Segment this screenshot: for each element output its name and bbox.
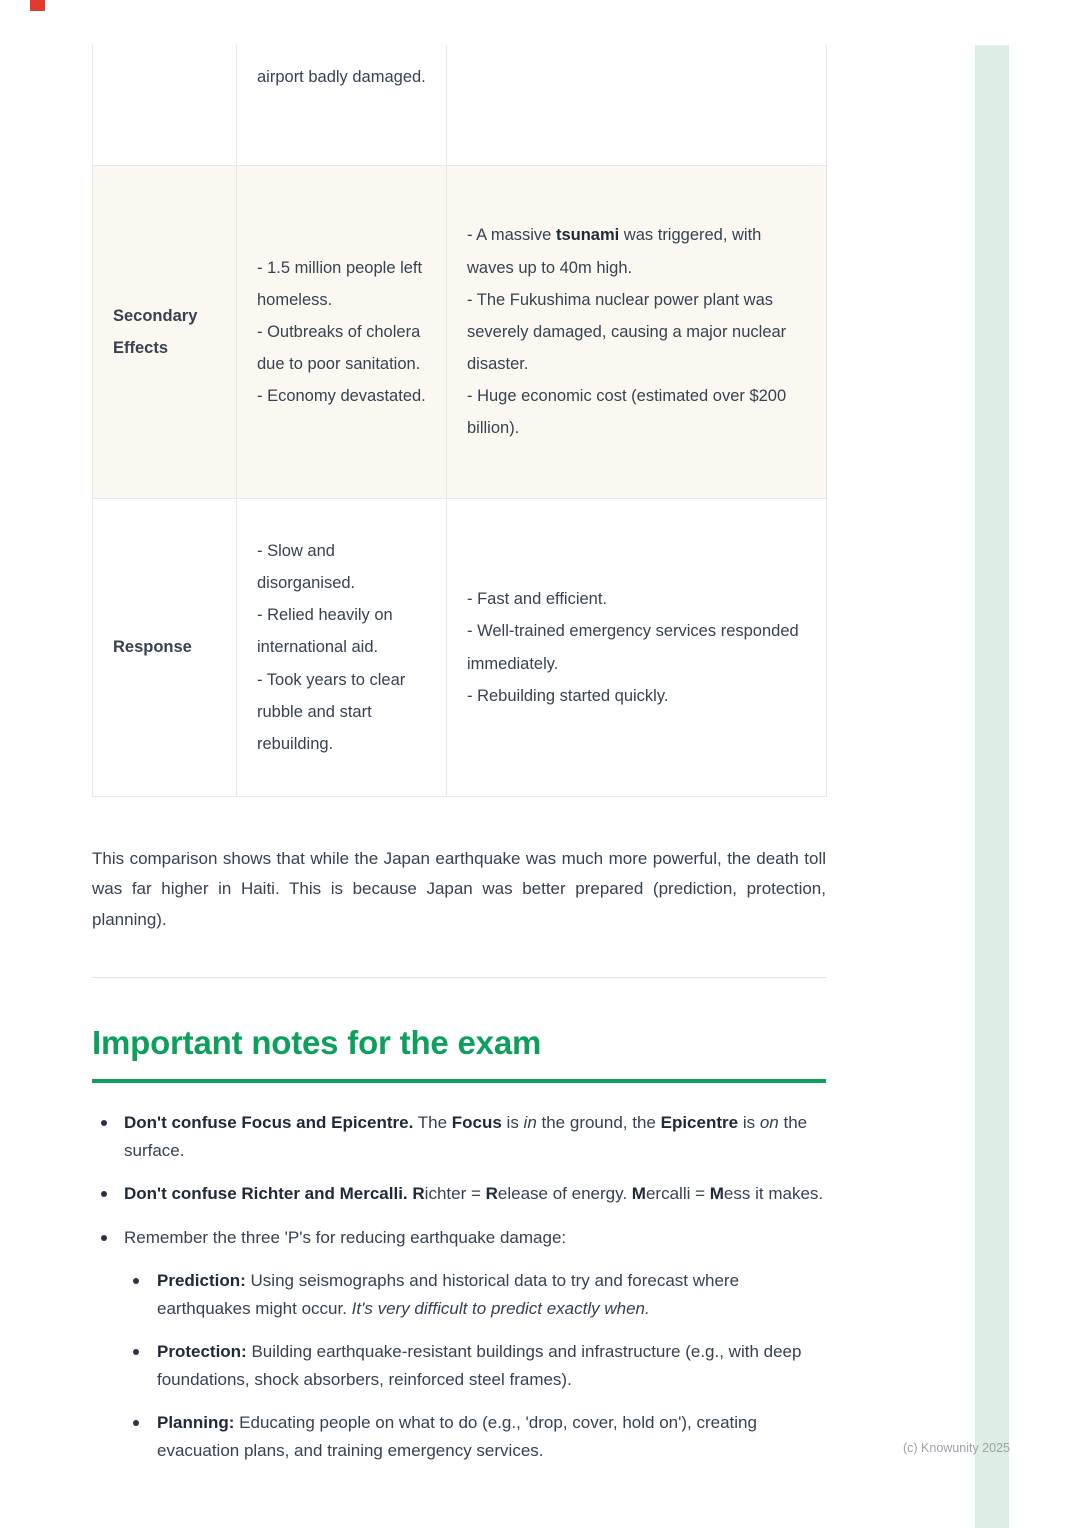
cell-line: - Relied heavily on international aid. (257, 606, 393, 657)
japan-cell (447, 499, 827, 797)
cell-line: - Well-trained emergency services responded immediately. (467, 622, 799, 673)
haiti-cell (237, 499, 447, 797)
sub-item-planning (124, 1409, 826, 1465)
page-top-marker (30, 0, 45, 11)
japan-cell (447, 166, 827, 499)
cell-line: - A massive tsunami was triggered, with waves up to 40m high. (467, 226, 762, 277)
sub-item-prediction (124, 1267, 826, 1323)
note-text: Don't confuse Richter and Mercalli. Richter = Release of energy. Mercalli = Mess it makes. (124, 1184, 824, 1204)
note-item-focus-epicentre (92, 1109, 826, 1165)
cell-line: - Economy devastated. (257, 387, 426, 406)
comparison-summary: This comparison shows that while the Japan earthquake was much more powerful, the death toll was far higher in Haiti. This is because Japan was better prepared (prediction, protection, planning). (92, 849, 826, 929)
cell-line: - Huge economic cost (estimated over $200 billion). (467, 387, 787, 438)
exam-notes-list (92, 1109, 826, 1465)
cell-line: - Fast and efficient. (467, 590, 608, 609)
row-label-cell: Secondary Effects (93, 166, 237, 499)
row-label-cell: Response (93, 499, 237, 797)
table-row-partial (93, 45, 827, 166)
table-row-secondary-effects (93, 166, 827, 499)
right-margin-strip (975, 45, 1009, 1528)
earthquake-comparison-table (92, 45, 827, 797)
japan-cell (447, 45, 827, 166)
cell-line: - Outbreaks of cholera due to poor sanitation. (257, 322, 421, 374)
cell-line: - Rebuilding started quickly. (467, 686, 669, 705)
haiti-cell (237, 45, 447, 166)
note-text: Planning: Educating people on what to do (e.g., 'drop, cover, hold on'), creating evacuation plans, and training emergency services. (157, 1412, 757, 1460)
note-text: Protection: Building earthquake-resistant buildings and infrastructure (e.g., with deep foundations, shock absorbers, reinforced steel frames). (157, 1341, 802, 1389)
note-text: Remember the three 'P's for reducing earthquake damage: (124, 1228, 567, 1248)
sub-item-protection (124, 1338, 826, 1394)
copyright-footer: (c) Knowunity 2025 (902, 1441, 1010, 1455)
cell-line: - 1.5 million people left homeless. (257, 258, 423, 309)
section-heading: Important notes for the exam (92, 1023, 542, 1061)
cell-line: - Took years to clear rubble and start rebuilding. (257, 670, 406, 753)
cell-line: - The Fukushima nuclear power plant was severely damaged, causing a major nuclear disaster. (467, 290, 787, 374)
page-content (92, 45, 826, 1480)
row-label-cell (93, 45, 237, 166)
cell-line: - Slow and disorganised. (257, 541, 356, 593)
section-divider (92, 977, 826, 978)
table-row-response (93, 499, 827, 797)
cell-line: airport badly damaged. (257, 68, 426, 86)
three-ps-sublist (124, 1267, 826, 1464)
note-text: Don't confuse Focus and Epicentre. The Focus is in the ground, the Epicentre is on the surface. (124, 1112, 808, 1160)
note-item-richter-mercalli (92, 1180, 826, 1208)
note-item-three-ps (92, 1224, 826, 1464)
heading-underline (92, 1079, 826, 1083)
note-text: Prediction: Using seismographs and historical data to try and forecast where earthquakes might occur. It's very difficult to predict exactly when. (157, 1271, 740, 1319)
haiti-cell (237, 166, 447, 499)
